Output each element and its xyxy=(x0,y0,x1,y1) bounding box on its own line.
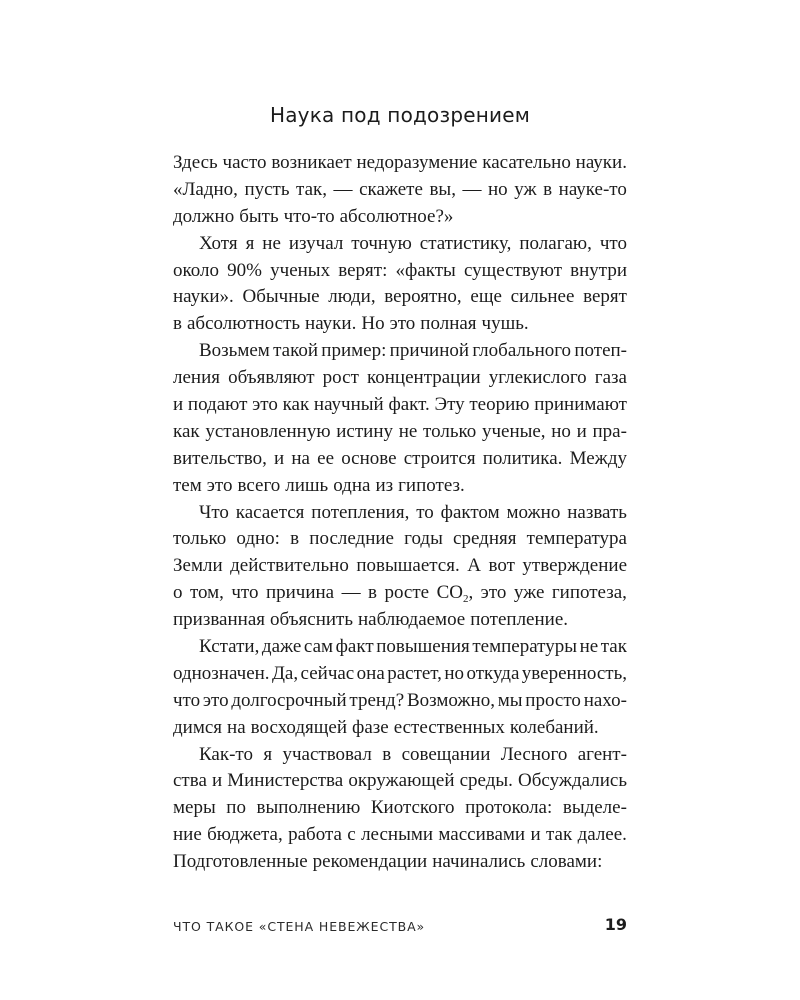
text-line: как установленную истину не только ученые, но и пра- xyxy=(173,420,627,442)
paragraph xyxy=(173,742,627,876)
text-line: «Ладно, пусть так, — скажете вы, — но уж в науке-то xyxy=(173,178,627,200)
paragraph xyxy=(173,634,627,742)
text-line: призванная объяснить наблюдаемое потепление. xyxy=(173,609,569,631)
text-line: должно быть что-то абсолютное?» xyxy=(173,205,454,227)
text-line: Хотя я не изучал точную статистику, полагаю, что xyxy=(199,232,627,254)
text-line: о том, что причина — в росте $CO_2$, это уже гипотеза, xyxy=(173,582,627,606)
text-line: Как-то я участвовал в совещании Лесного агент- xyxy=(199,743,627,765)
text-line: что это долгосрочный тренд? Возможно, мы просто нахо- xyxy=(173,689,627,711)
text-line: ления объявляют рост концентрации углекислого газа xyxy=(173,367,627,389)
body-text xyxy=(173,150,627,876)
text-line: тем это всего лишь одна из гипотез. xyxy=(173,474,465,496)
text-line: и подают это как научный факт. Эту теорию принимают xyxy=(173,394,627,416)
paragraph xyxy=(173,338,627,499)
text-line: в абсолютность науки. Но это полная чушь. xyxy=(173,313,529,335)
text-line: Возьмем такой пример: причиной глобального потеп- xyxy=(199,340,627,362)
text-line: ства и Министерства окружающей среды. Обсуждались xyxy=(173,770,627,792)
paragraph xyxy=(173,500,627,634)
text-line: науки». Обычные люди, вероятно, еще сильнее верят xyxy=(173,286,627,308)
text-line: вительство, и на ее основе строится политика. Между xyxy=(173,447,627,469)
running-title: ЧТО ТАКОЕ «СТЕНА НЕВЕЖЕСТВА» xyxy=(173,919,426,934)
text-line: Что касается потепления, то фактом можно назвать xyxy=(199,501,627,523)
text-line: Кстати, даже сам факт повышения температуры не так xyxy=(199,636,627,658)
text-line: Земли действительно повышается. А вот утверждение xyxy=(173,555,627,577)
paragraph xyxy=(173,231,627,339)
paragraph xyxy=(173,150,627,231)
text-line: димся на восходящей фазе естественных колебаний. xyxy=(173,716,599,738)
text-line: однозначен. Да, сейчас она растет, но откуда уверенность, xyxy=(173,662,627,684)
text-line: только одно: в последние годы средняя температура xyxy=(173,528,627,550)
section-title: Наука под подозрением xyxy=(269,103,530,127)
text-line: ние бюджета, работа с лесными массивами и так далее. xyxy=(173,824,627,846)
text-line: около 90% ученых верят: «факты существуют внутри xyxy=(173,259,627,281)
page-number: 19 xyxy=(604,915,627,934)
text-line: Подготовленные рекомендации начинались словами: xyxy=(173,851,603,873)
text-line: меры по выполнению Киотского протокола: выделе- xyxy=(173,797,627,819)
text-line: Здесь часто возникает недоразумение касательно науки. xyxy=(173,152,627,173)
